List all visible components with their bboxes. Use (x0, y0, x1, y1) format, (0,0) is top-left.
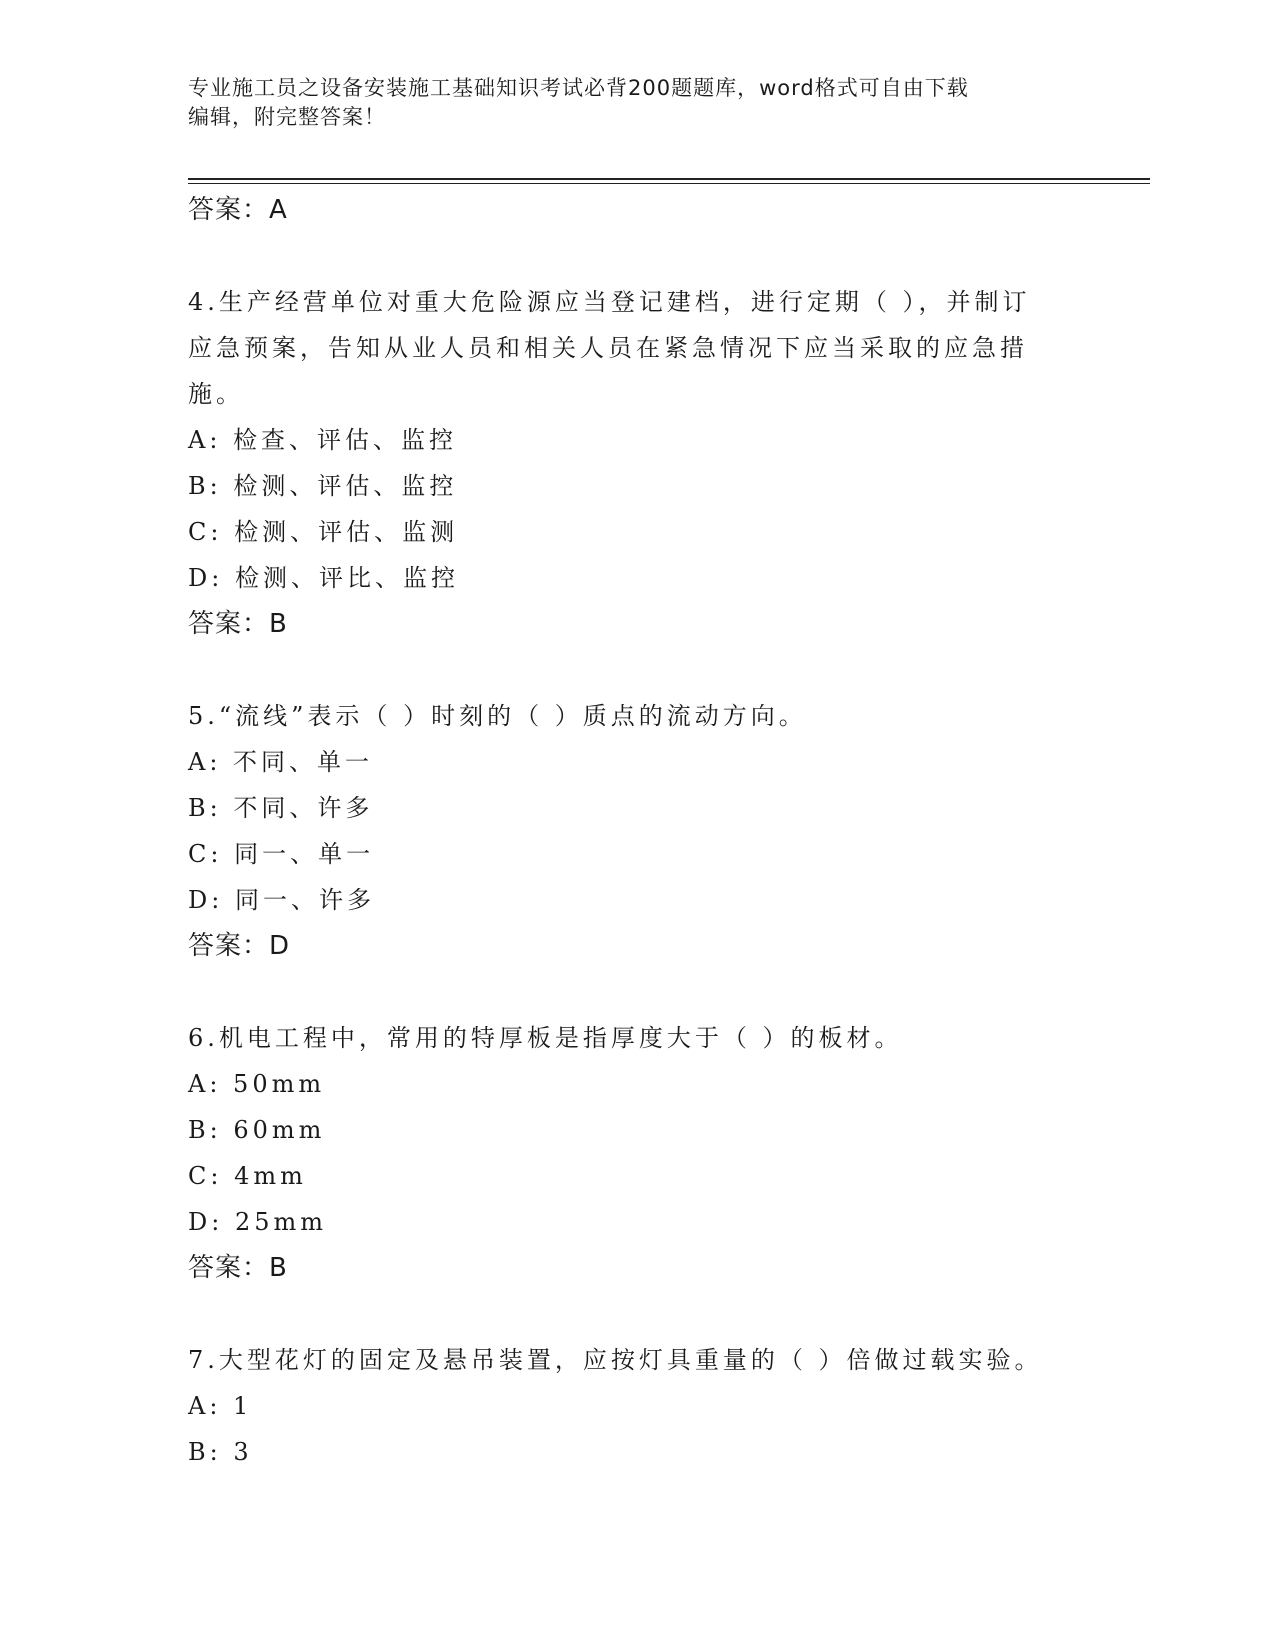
question-text-line: 施。 (188, 380, 244, 408)
option-b: B: 检测、评估、监控 (188, 472, 458, 500)
option-c: C: 同一、单一 (188, 840, 375, 868)
question-text-line: 4.生产经营单位对重大危险源应当登记建档，进行定期（ ），并制订 (188, 288, 1031, 316)
option-d: D: 检测、评比、监控 (188, 564, 459, 592)
option-a: A: 检查、评估、监控 (188, 426, 458, 454)
question-list (188, 187, 1088, 1475)
option-d: D: 同一、许多 (188, 886, 375, 914)
question-text-line: 应急预案，告知从业人员和相关人员在紧急情况下应当采取的应急措 (188, 334, 1028, 362)
question-6 (188, 1015, 1088, 1291)
question-5 (188, 693, 1088, 969)
option-a: A: 50mm (188, 1070, 326, 1098)
option-b: B: 3 (188, 1438, 253, 1466)
question-7 (188, 1337, 1088, 1475)
document-header (188, 74, 1068, 132)
option-b: B: 不同、许多 (188, 794, 374, 822)
answer-line: 答案：B (188, 1253, 288, 1283)
question-text-line: 6.机电工程中，常用的特厚板是指厚度大于（ ）的板材。 (188, 1024, 903, 1052)
header-divider-thin (188, 183, 1150, 184)
option-d: D: 25mm (188, 1208, 328, 1236)
question-4 (188, 279, 1088, 647)
option-a: A: 1 (188, 1392, 253, 1420)
previous-answer: 答案：A (188, 195, 288, 225)
header-line-1: 专业施工员之设备安装施工基础知识考试必背200题题库，word格式可自由下载 (188, 76, 969, 100)
header-line-2: 编辑，附完整答案！ (188, 105, 386, 129)
option-a: A: 不同、单一 (188, 748, 374, 776)
question-text-line: 5.“流线”表示（ ）时刻的（ ）质点的流动方向。 (188, 702, 807, 730)
option-c: C: 4mm (188, 1162, 307, 1190)
option-b: B: 60mm (188, 1116, 326, 1144)
header-divider-thick (188, 178, 1150, 180)
option-c: C: 检测、评估、监测 (188, 518, 459, 546)
answer-line: 答案：D (188, 931, 291, 961)
question-text-line: 7.大型花灯的固定及悬吊装置，应按灯具重量的（ ）倍做过载实验。 (188, 1346, 1043, 1374)
answer-line: 答案：B (188, 609, 288, 639)
